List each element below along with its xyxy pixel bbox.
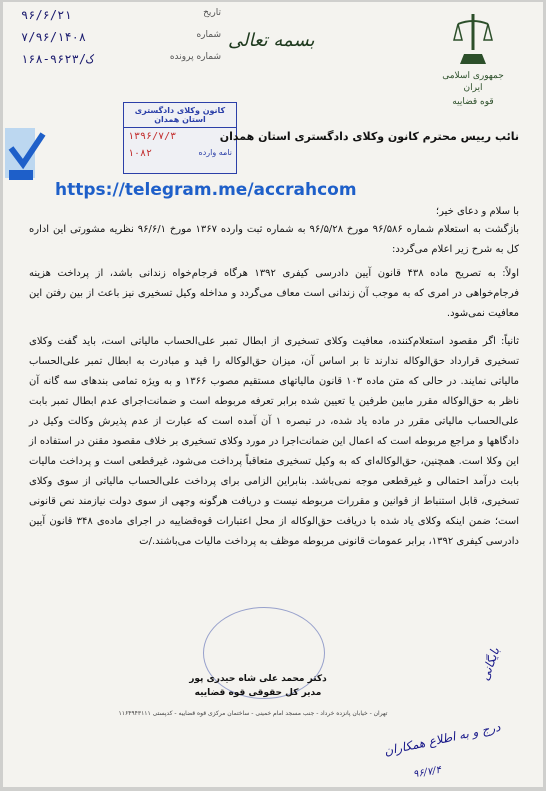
signatory-title: مدیر کل حقوقی قوه قضاییه [194,688,322,698]
stamp-incoming-label: نامه وارده [198,148,232,157]
emblem-icon [450,10,496,68]
paragraph-first: اولاً: به تصریح ماده ۴۳۸ قانون آیین دادرسی کیفری ۱۳۹۲ هرگاه فرجام‌خواه زندانی باشد، از پرداخت هزینه فرجام‌خواهی در امری که به موجب آن زندانی است معاف می‌گردد و مداخله وکیل تسخیری نیز باعث از بین رفتن این معافیت نمی‌شود. [29,268,519,319]
signatory-name: دکتر محمد علی شاه حیدری پور [189,674,327,684]
meta-number-label: شماره [196,30,221,40]
meta-date-label: تاریخ [203,8,221,18]
letter-meta [21,8,221,74]
watermark-logo-icon [3,120,51,186]
basmala-heading: بسمه تعالی [228,30,315,51]
meta-number-row [21,30,221,52]
meta-date-value: ۹۶/۶/۲۱ [21,8,72,22]
handwritten-note-forward: درج و به اطلاع همکاران [382,719,502,759]
emblem-caption: جمهوری اسلامی ایران [442,71,504,93]
stamp-number-row [124,145,236,162]
stamp-title: کانون وکلای دادگستری استان همدان [124,103,236,128]
paragraph-second: ثانیاً: اگر مقصود استعلام‌کننده، معافیت وکلای تسخیری از ابطال تمبر علی‌الحساب مالیاتی است، باید گفت وکلای تسخیری قرارداد حق‌الوکاله ندارند تا بر اساس آن، میزان حق‌الوکاله را قید و مبادرت به ابطال تمبر علی‌الحساب مالیاتی نمایند. در حالی که متن ماده ۱۰۳ قانون مالیاتهای مستقیم مصوب ۱۳۶۶ و به ویژه تمامی بندهای سه گانه آن ناظر به حق‌الوکاله مقرر مابین طرفین یا تعیین شده برابر تعرفه مربوطه است و ضمانت‌اجرای عدم ابطال تمبر بابت علی‌الحساب مالیاتی مقرر در ماده یاد شده، در تبصره ۱ آن آمده است که عبارت از عدم پذیرش وکالت وکیل در دادگاهها و مراجع مربوطه است که اعمال این ضمانت‌اجرا در مورد وکلای تسخیری بر خلاف مقصود مقنن در استفاده از این وکلا است. همچنین، حق‌الوکاله‌ای که به وکیل تسخیری متعاقباً پرداخت می‌شود، غیرقطعی است و پرداخت مالیات بابت درآمد احتمالی و غیرقطعی موجه نمی‌باشد. بنابراین الزامی برای پرداخت علی‌الحساب مالیاتی از سوی وکلای تسخیری، قابل استنباط از قوانین و مقررات مربوطه نیست و دریافت هرگونه وجهی از سوی دولت نیازمند نص قانونی است؛ ضمن اینکه وکلای یاد شده با دریافت حق‌الوکاله از محل اعتبارات قوه‌قضاییه در اجرای ماده‌ی ۳۴۸ قانون آیین دادرسی کیفری ۱۳۹۲، برابر عمومات قانونی مربوطه موظف به پرداخت مالیات می‌باشند./ت [29,336,520,547]
meta-date-row [21,8,221,30]
signature-block [183,672,333,700]
addressee-line: نائب رییس محترم کانون وکلای دادگستری استان همدان [219,130,519,143]
emblem-subcaption: قوه قضاییه [452,97,494,107]
judiciary-emblem [433,10,513,110]
meta-number-value: ۷/۹۶/۱۴۰۸ [21,30,87,44]
meta-file-row [21,52,221,74]
footer-address: تهران - خیابان پانزده خرداد - جنب مسجد امام خمینی - ساختمان مرکزی قوه قضاییه - کدپستی ۱۱۶۴۹۴۳۱۱۱ [118,710,388,717]
handwritten-note-archive: بایگانی [477,645,503,683]
watermark-url[interactable]: https://telegram.me/accrahcom [55,180,357,200]
meta-file-label: شماره پرونده [169,52,221,62]
greeting: با سلام و دعای خیر؛ [435,206,519,217]
meta-file-value: ۱۶۸-۹۶ک/۲۳ [21,52,94,66]
stamp-date-value: ۱۳۹۶/۷/۳ [128,131,177,142]
handwritten-date: ۹۶/۷/۴ [412,764,442,781]
stamp-number-value: ۱۰۸۲ [128,148,153,159]
letter-page [3,2,543,787]
intro-paragraph: بازگشت به استعلام شماره ۹۶/۵۸۶ مورخ ۹۶/۵/۲۸ به شماره ثبت وارده ۱۳۶۷ مورخ ۹۶/۶/۱ نظریه مشورتی این اداره کل به شرح زیر اعلام می‌گردد: [29,224,519,255]
